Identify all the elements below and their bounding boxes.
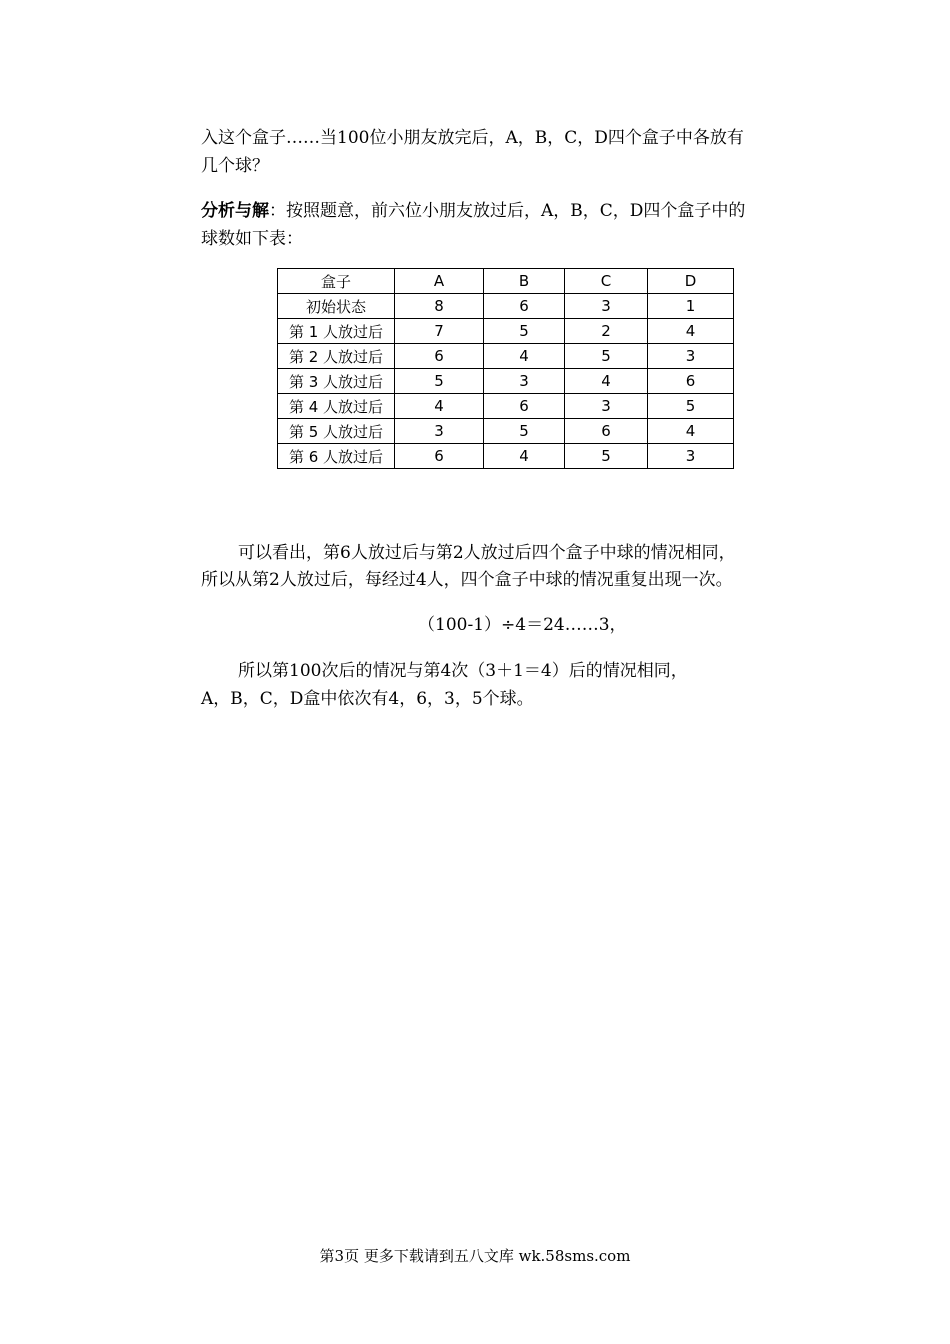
table-cell: 1 xyxy=(648,294,734,319)
ball-count-table xyxy=(277,268,734,469)
table-cell: 2 xyxy=(565,319,648,344)
conclusion-line-1: 所以第100次后的情况与第4次（3＋1＝4）后的情况相同， xyxy=(238,661,688,681)
analysis-label: 分析与解 xyxy=(201,201,269,221)
table-cell: 4 xyxy=(395,394,484,419)
analysis-line-2: 球数如下表： xyxy=(201,229,303,249)
table-cell: 3 xyxy=(648,344,734,369)
table-cell: 3 xyxy=(565,394,648,419)
table-cell: 3 xyxy=(565,294,648,319)
table-cell: 5 xyxy=(565,444,648,469)
table-header-row xyxy=(278,269,734,294)
table-cell: 3 xyxy=(648,444,734,469)
table-cell: 6 xyxy=(648,369,734,394)
table-cell: 第 2 人放过后 xyxy=(278,344,395,369)
observation-line-2: 所以从第2人放过后，每经过4人，四个盒子中球的情况重复出现一次。 xyxy=(201,570,733,590)
table-header-cell: A xyxy=(395,269,484,294)
analysis-line-1 xyxy=(201,197,745,225)
table-row xyxy=(278,319,734,344)
table-cell: 6 xyxy=(565,419,648,444)
analysis-text: ：按照题意，前六位小朋友放过后，A，B，C，D四个盒子中的 xyxy=(269,201,746,221)
table-header-cell: C xyxy=(565,269,648,294)
table-row xyxy=(278,419,734,444)
equation: （100-1）÷4＝24……3， xyxy=(418,615,627,635)
table-row xyxy=(278,394,734,419)
table-row xyxy=(278,294,734,319)
table-cell: 初始状态 xyxy=(278,294,395,319)
table-cell: 6 xyxy=(484,394,565,419)
table-cell: 6 xyxy=(395,444,484,469)
table-row xyxy=(278,444,734,469)
table-cell: 3 xyxy=(484,369,565,394)
table-cell: 4 xyxy=(484,444,565,469)
table-cell: 5 xyxy=(484,419,565,444)
problem-text-line-1: 入这个盒子……当100位小朋友放完后，A，B，C，D四个盒子中各放有 xyxy=(201,128,744,148)
table-cell: 5 xyxy=(648,394,734,419)
table-cell: 7 xyxy=(395,319,484,344)
observation-line-1: 可以看出，第6人放过后与第2人放过后四个盒子中球的情况相同， xyxy=(238,543,736,563)
table-cell: 5 xyxy=(565,344,648,369)
table-row xyxy=(278,344,734,369)
table-header-cell: D xyxy=(648,269,734,294)
table-cell: 第 3 人放过后 xyxy=(278,369,395,394)
table-cell: 6 xyxy=(395,344,484,369)
table-cell: 4 xyxy=(565,369,648,394)
problem-text-line-2: 几个球？ xyxy=(201,156,269,176)
table-cell: 第 4 人放过后 xyxy=(278,394,395,419)
table-cell: 3 xyxy=(395,419,484,444)
table-header-cell: B xyxy=(484,269,565,294)
table-row xyxy=(278,369,734,394)
table-cell: 4 xyxy=(648,319,734,344)
table-cell: 5 xyxy=(395,369,484,394)
table-cell: 4 xyxy=(484,344,565,369)
table-header-cell: 盒子 xyxy=(278,269,395,294)
table-cell: 第 1 人放过后 xyxy=(278,319,395,344)
table-cell: 第 5 人放过后 xyxy=(278,419,395,444)
table-cell: 第 6 人放过后 xyxy=(278,444,395,469)
table-cell: 6 xyxy=(484,294,565,319)
table-cell: 4 xyxy=(648,419,734,444)
page-footer: 第3页 更多下载请到五八文库 wk.58sms.com xyxy=(319,1247,631,1265)
conclusion-line-2: A，B，C，D盒中依次有4，6，3，5个球。 xyxy=(201,689,534,709)
table-cell: 8 xyxy=(395,294,484,319)
table-cell: 5 xyxy=(484,319,565,344)
